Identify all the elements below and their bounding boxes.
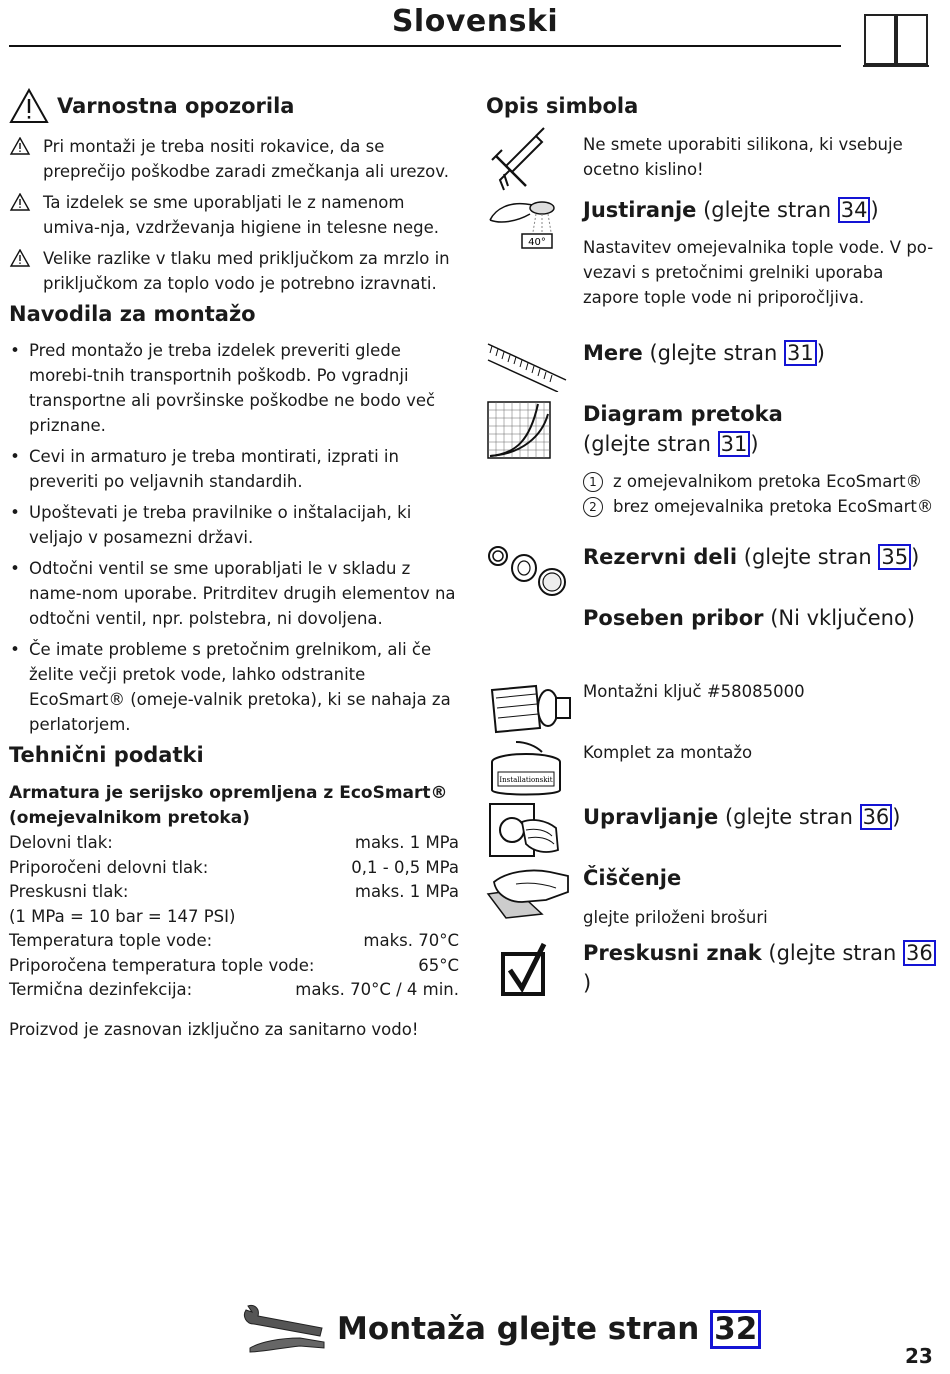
safety-text: Velike razlike v tlaku med priključkom za mrzlo in priključkom za toplo vodo je potrebno izravnati. <box>43 249 450 293</box>
page-number: 23 <box>905 1344 933 1368</box>
page-title: Slovenski <box>391 4 559 39</box>
bullet: • <box>10 503 20 522</box>
section-ref: (glejte stran <box>768 941 903 965</box>
row-label: Termična dezinfekcija: <box>9 980 193 999</box>
legend-item <box>583 469 938 494</box>
page-link-36[interactable]: 36 <box>903 940 936 966</box>
ciscenje-heading <box>583 863 938 893</box>
preskusni-heading <box>583 938 938 998</box>
bullet: • <box>10 640 20 659</box>
kit-label: Installationskit <box>499 776 553 784</box>
section-ref: (Ni vključeno) <box>770 606 915 630</box>
row-label: Priporočeni delovni tlak: <box>9 857 209 877</box>
row-label: Temperatura tople vode: <box>9 931 213 950</box>
install-text: Odtočni ventil se sme uporabljati le v skladu z name-nom uporabe. Pritrditev drugih elementov na odtočni ventil, npr. polstebra, ni dovoljena. <box>29 559 456 628</box>
section-title: Čiščenje <box>583 866 682 890</box>
section-title: Rezervni deli <box>583 545 738 569</box>
legend-item <box>583 494 938 519</box>
tech-subheading <box>9 781 459 831</box>
ruler-icon <box>486 340 568 392</box>
tech-subheading-line: (omejevalnikom pretoka) <box>9 808 250 828</box>
install-text: Cevi in armaturo je treba montirati, izprati in preveriti po veljavnih standardih. <box>29 447 399 491</box>
justiranje-heading <box>583 195 938 225</box>
section-ref-close: ) <box>870 198 879 222</box>
left-column <box>9 88 459 1042</box>
section-ref-close: ) <box>816 341 825 365</box>
section-title: Justiranje <box>583 198 697 222</box>
safety-heading-row <box>9 88 459 124</box>
section-title: Upravljanje <box>583 805 719 829</box>
section-ref-close: ) <box>583 971 592 995</box>
upravljanje-heading <box>583 802 938 832</box>
operation-hand-icon <box>486 800 562 860</box>
list-item <box>9 637 459 737</box>
warning-icon <box>9 134 31 155</box>
page-link-31[interactable]: 31 <box>784 340 817 366</box>
flow-diagram-icon <box>486 400 552 460</box>
safety-text: Ta izdelek se sme uporabljati le z namenom umiva-nja, vzdrževanja higiene in telesne nege. <box>43 193 440 237</box>
row-label: Delovni tlak: <box>9 833 113 852</box>
tech-heading: Tehnični podatki <box>9 743 204 767</box>
page-link-35[interactable]: 35 <box>878 544 911 570</box>
install-list <box>9 338 459 737</box>
book-icon <box>862 12 930 68</box>
list-item <box>9 556 459 631</box>
page-link-31[interactable]: 31 <box>718 431 751 457</box>
section-ref: (glejte stran <box>743 545 879 569</box>
row-value: 65°C <box>418 955 459 975</box>
header-rule <box>9 45 841 47</box>
section-title: Preskusni znak <box>583 941 762 965</box>
safety-text: Pri montaži je treba nositi rokavice, da se preprečijo poškodbe zaradi zmečkanja ali urezov. <box>43 137 449 181</box>
table-row <box>9 905 459 930</box>
safety-heading: Varnostna opozorila <box>57 94 295 118</box>
table-row <box>9 954 459 979</box>
table-row <box>9 831 459 856</box>
rezervni-heading <box>583 542 938 572</box>
install-text: Upoštevati je treba pravilnike o inštalacijah, ki veljajo v posamezni državi. <box>29 503 412 547</box>
list-item <box>9 444 459 494</box>
list-item <box>9 246 459 296</box>
test-mark-check-icon <box>500 940 550 998</box>
section-ref-close: ) <box>750 432 759 456</box>
tech-subheading-line: Armatura je serijsko opremljena z EcoSmart® <box>9 783 448 803</box>
row-value: maks. 1 MPa <box>354 882 459 901</box>
page-link-36[interactable]: 36 <box>860 804 893 830</box>
ciscenje-text: glejte priloženi brošuri <box>583 908 768 927</box>
silicone-gun-icon <box>486 126 546 192</box>
montaza-footer <box>337 1310 761 1349</box>
silicone-text: Ne smete uporabiti silikona, ki vsebuje ocetno kislino! <box>583 135 903 179</box>
thermo-label: 40° <box>528 237 546 248</box>
section-ref-close: ) <box>911 545 920 569</box>
spare-parts-icon <box>486 540 570 600</box>
tech-table <box>9 831 459 1003</box>
kljuc-text: Montažni ključ #58085000 <box>583 682 805 701</box>
row-value: 0,1 - 0,5 MPa <box>351 857 459 877</box>
row-value: maks. 70°C / 4 min. <box>295 980 459 999</box>
table-row <box>9 856 459 881</box>
bullet: • <box>10 559 20 578</box>
row-label: Preskusni tlak: <box>9 882 129 901</box>
bullet: • <box>10 341 20 360</box>
diagram-legend <box>583 469 938 519</box>
symbols-heading: Opis simbola <box>486 94 639 118</box>
section-ref-close: ) <box>892 805 901 829</box>
table-row <box>9 880 459 905</box>
mounting-key-icon <box>486 680 576 738</box>
diagram-heading <box>583 399 938 459</box>
pribor-heading <box>583 603 938 633</box>
sanitary-note: Proizvod je zasnovan izključno za sanitarno vodo! <box>9 1019 419 1039</box>
install-text: Če imate probleme s pretočnim grelnikom, ali če želite večji pretok vode, lahko odstranite EcoSmart® (omeje-valnik pretoka), ki se nahaja za perlatorjem. <box>29 640 451 734</box>
warning-icon <box>9 190 31 211</box>
row-value: maks. 70°C <box>363 931 459 950</box>
cleaning-cloth-icon <box>486 864 570 920</box>
warning-icon <box>9 246 31 267</box>
legend-text: z omejevalnikom pretoka EcoSmart® <box>613 472 923 491</box>
section-ref: (glejte stran <box>703 198 838 222</box>
komplet-text: Komplet za montažo <box>583 743 753 762</box>
page-link-32[interactable]: 32 <box>710 1310 761 1349</box>
section-title: Mere <box>583 341 643 365</box>
list-item <box>9 500 459 550</box>
safety-list <box>9 134 459 296</box>
page-link-34[interactable]: 34 <box>838 197 871 223</box>
section-title: Diagram pretoka <box>583 402 783 426</box>
mere-heading <box>583 338 938 368</box>
section-title: Poseben pribor <box>583 606 764 630</box>
circled-number: 1 <box>583 472 603 492</box>
table-row <box>9 978 459 1003</box>
thermostat-hand-icon <box>486 194 560 252</box>
warning-icon <box>9 88 49 124</box>
circled-number: 2 <box>583 497 603 517</box>
justiranje-text: Nastavitev omejevalnika tople vode. V po-vezavi s pretočnimi grelniki uporaba zapore tople vode ni priporočljiva. <box>583 238 934 307</box>
row-label: (1 MPa = 10 bar = 147 PSI) <box>9 906 236 926</box>
list-item <box>9 134 459 184</box>
installation-kit-icon <box>486 740 566 798</box>
montaza-text: Montaža glejte stran <box>337 1311 711 1347</box>
install-heading: Navodila za montažo <box>9 302 256 326</box>
list-item <box>9 338 459 438</box>
section-ref: (glejte stran <box>724 805 860 829</box>
legend-text: brez omejevalnika pretoka EcoSmart® <box>613 497 934 516</box>
table-row <box>9 929 459 954</box>
section-ref: (glejte stran <box>649 341 785 365</box>
install-text: Pred montažo je treba izdelek preveriti glede morebi-tnih transportnih poškodb. Po vgradnji transportne ali površinske poškodbe ne bodo več priznane. <box>29 341 436 435</box>
bullet: • <box>10 447 20 466</box>
row-value: maks. 1 MPa <box>354 833 459 852</box>
wrench-icon <box>240 1302 328 1356</box>
section-ref: (glejte stran <box>583 432 718 456</box>
row-label: Priporočena temperatura tople vode: <box>9 955 315 975</box>
list-item <box>9 190 459 240</box>
